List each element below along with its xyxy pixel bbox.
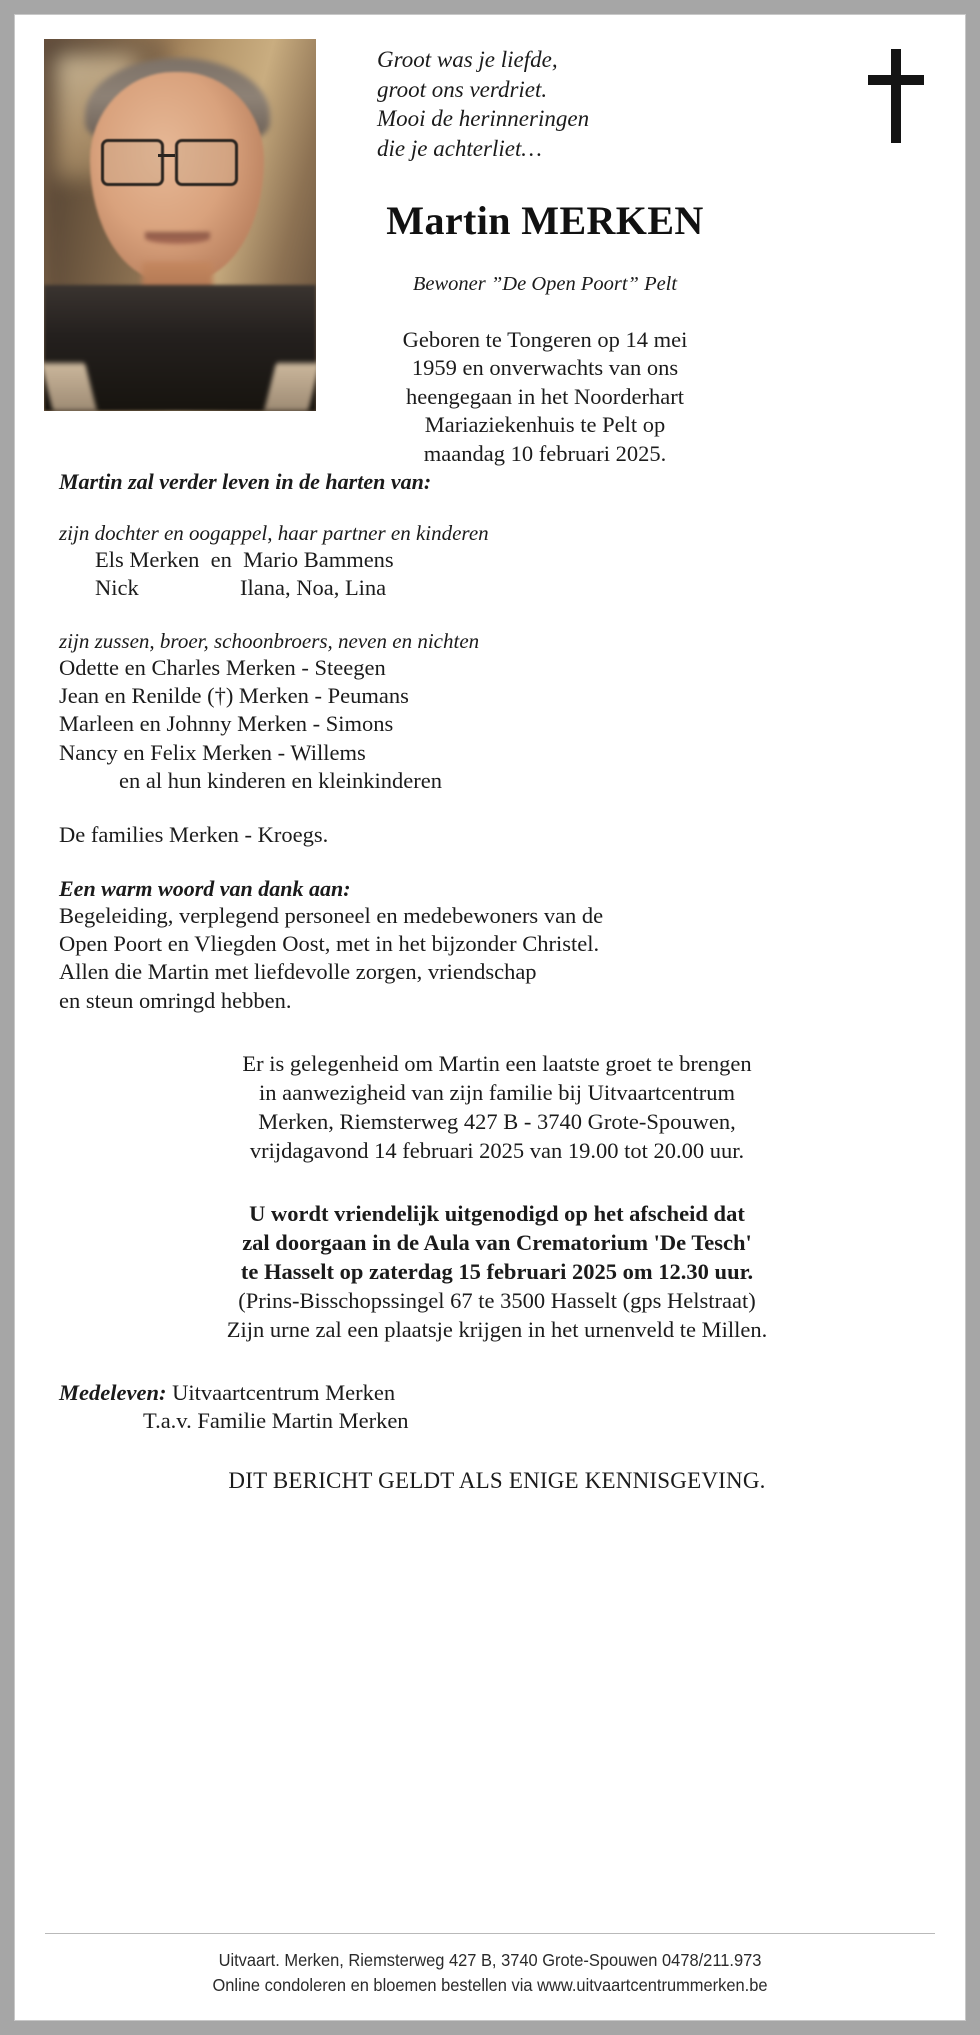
ceremony-line: zal doorgaan in de Aula van Crematorium 'De Tesch' <box>242 1230 752 1256</box>
poem-line: Mooi de herinneringen <box>377 106 590 132</box>
poem-line: groot ons verdriet. <box>377 76 548 102</box>
condolence-value: Uitvaartcentrum Merken <box>172 1380 396 1406</box>
footer-divider <box>45 1933 935 1934</box>
grandchildren-line: Nick Ilana, Noa, Lina <box>95 575 387 601</box>
ceremony-invitation <box>59 1199 935 1286</box>
memorial-poem <box>345 45 745 164</box>
viewing-line: Merken, Riemsterweg 427 B - 3740 Grote-Spouwen, <box>258 1109 736 1135</box>
thanks-line: en steun omringd hebben. <box>59 987 292 1013</box>
ceremony-line: U wordt vriendelijk uitgenodigd op het afscheid dat <box>249 1201 745 1227</box>
legal-notice: DIT BERICHT GELDT ALS ENIGE KENNISGEVING. <box>228 1467 766 1493</box>
thanks-line: Open Poort en Vliegden Oost, met in het bijzonder Christel. <box>59 931 600 957</box>
header-text-column <box>345 45 745 468</box>
thanks-heading: Een warm woord van dank aan: <box>59 875 351 901</box>
residence-line: Bewoner ”De Open Poort” Pelt <box>412 272 678 295</box>
daughter-label: zijn dochter en oogappel, haar partner en kinderen <box>59 521 489 545</box>
poem-line: die je achterliet… <box>377 135 542 161</box>
memorial-card <box>14 14 966 2021</box>
birth-death-line: 1959 en onverwachts van ons <box>411 355 679 381</box>
thanks-line: Allen die Martin met liefdevolle zorgen, vriendschap <box>59 959 537 985</box>
condolence-label: Medeleven: <box>59 1380 167 1406</box>
footer-address-line: Uitvaart. Merken, Riemsterweg 427 B, 3740 Grote-Spouwen 0478/211.973 <box>218 1950 762 1971</box>
ceremony-address: (Prins-Bisschopssingel 67 te 3500 Hasselt (gps Helstraat) <box>238 1288 756 1314</box>
header-region <box>15 15 965 466</box>
condolence-attention: T.a.v. Familie Martin Merken <box>143 1407 409 1433</box>
birth-death-line: heengegaan in het Noorderhart <box>406 383 684 409</box>
family-heading: Martin zal verder leven in de harten van: <box>59 469 432 494</box>
ceremony-line: te Hasselt op zaterdag 15 februari 2025 om 12.30 uur. <box>240 1259 754 1285</box>
poem-line: Groot was je liefde, <box>377 47 558 72</box>
urn-line: Zijn urne zal een plaatsje krijgen in het urnenveld te Millen. <box>226 1317 768 1343</box>
footer-website-line[interactable]: Online condoleren en bloemen bestellen via www.uitvaartcentrummerken.be <box>212 1975 768 1996</box>
birth-death-line: Geboren te Tongeren op 14 mei <box>402 326 688 352</box>
deceased-name: Martin MERKEN <box>386 197 704 243</box>
birth-death-line: Mariaziekenhuis te Pelt op <box>424 412 666 438</box>
body-content <box>15 435 965 1494</box>
viewing-line: Er is gelegenheid om Martin een laatste groet te brengen <box>242 1051 752 1077</box>
children-note: en al hun kinderen en kleinkinderen <box>119 768 443 794</box>
condolence-line <box>59 1378 935 1407</box>
viewing-block <box>59 1049 935 1165</box>
daughter-couple-line: Els Merken en Mario Bammens <box>95 547 394 572</box>
families-line: De families Merken - Kroegs. <box>59 822 329 848</box>
viewing-line: in aanwezigheid van zijn familie bij Uitvaartcentrum <box>258 1080 736 1106</box>
sibling-line: Marleen en Johnny Merken - Simons <box>59 711 394 737</box>
thanks-line: Begeleiding, verplegend personeel en medebewoners van de <box>59 902 604 928</box>
birth-death-line: maandag 10 februari 2025. <box>423 440 667 466</box>
latin-cross-icon <box>868 49 924 143</box>
portrait-photo <box>44 39 316 411</box>
siblings-label: zijn zussen, broer, schoonbroers, neven en nichten <box>59 628 480 653</box>
footer <box>44 1948 937 1998</box>
sibling-line: Jean en Renilde (†) Merken - Peumans <box>59 683 409 709</box>
sibling-line: Odette en Charles Merken - Steegen <box>59 654 386 680</box>
viewing-line: vrijdagavond 14 februari 2025 van 19.00 tot 20.00 uur. <box>249 1138 745 1164</box>
sibling-line: Nancy en Felix Merken - Willems <box>59 739 366 765</box>
